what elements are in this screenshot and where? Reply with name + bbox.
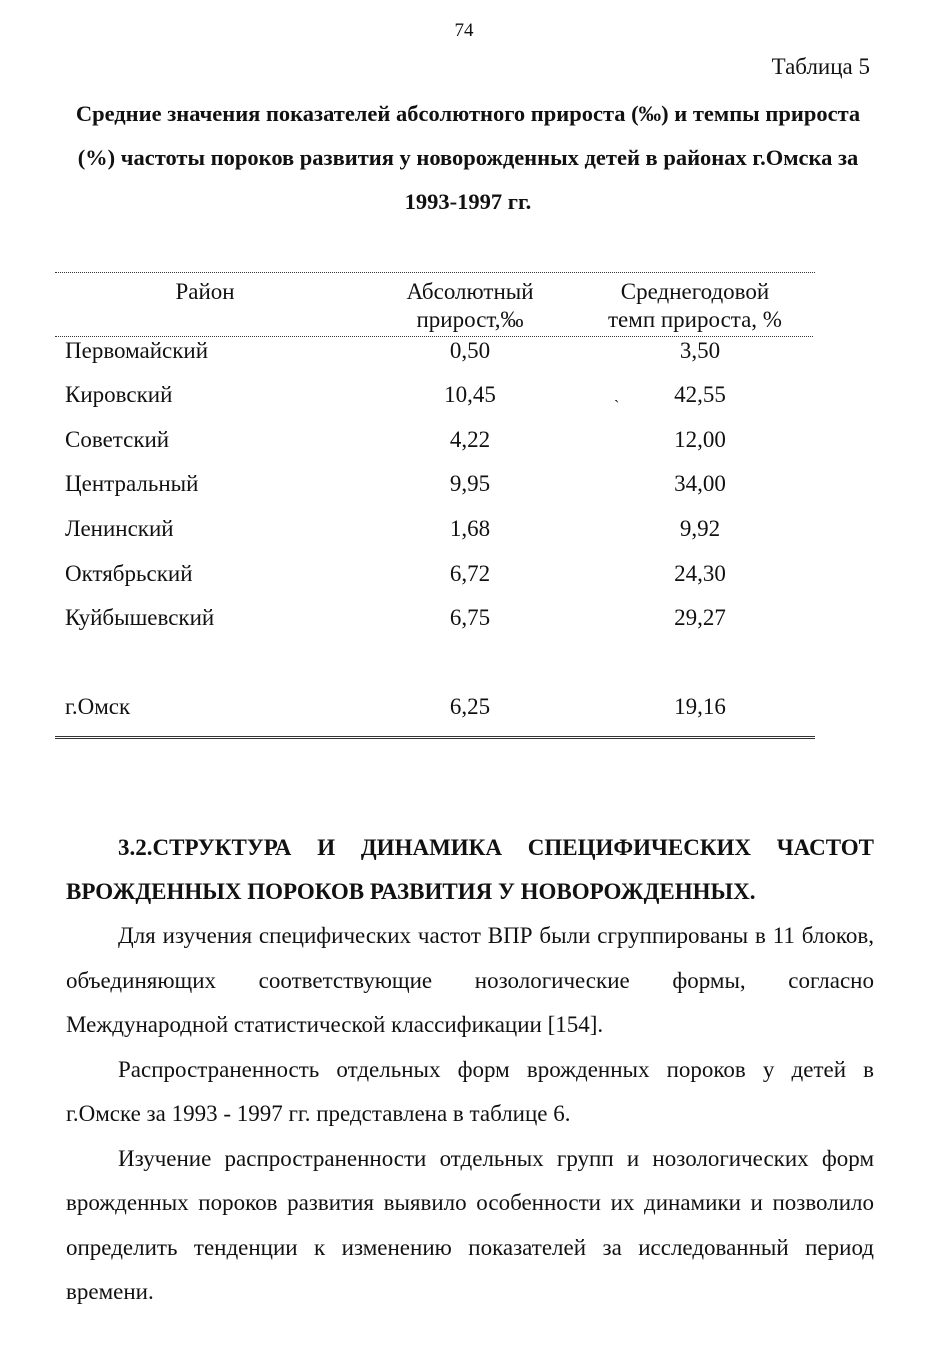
district-cell: Ленинский	[65, 516, 174, 541]
table-label: Таблица 5	[771, 54, 870, 79]
table-top-rule	[55, 272, 815, 273]
district-cell: Первомайский	[65, 338, 208, 363]
column-header-absolute-growth	[380, 278, 560, 334]
absolute-growth-cell: 6,25	[449, 694, 491, 719]
table-title: Средние значения показателей абсолютного прироста (‰) и темпы прироста (%) частоты пороков развития у новорожденных детей в районах г.Омска за 1993-1997 гг.	[75, 101, 861, 214]
absolute-growth-cell: 10,45	[444, 382, 496, 407]
district-cell: Октябрьский	[65, 561, 193, 586]
page-number: 74	[454, 20, 474, 41]
table-row	[55, 471, 815, 501]
absolute-growth-cell: 6,72	[449, 561, 491, 586]
absolute-growth-cell: 6,75	[449, 605, 491, 630]
district-cell: Кировский	[65, 382, 173, 407]
table-row	[55, 516, 815, 546]
table-row	[55, 382, 815, 412]
absolute-growth-cell: 1,68	[449, 516, 491, 541]
paragraph: Изучение распространенности отдельных групп и нозологических форм врожденных пороков развития выявило особенности их динамики и позволило определить тенденции к изменению показателей за исследованный период времени.	[66, 1145, 874, 1304]
table-row	[55, 338, 815, 368]
section-heading	[66, 826, 874, 914]
body-text	[66, 914, 874, 1315]
table-row-total	[55, 694, 815, 724]
table-row	[55, 427, 815, 457]
district-cell: Советский	[65, 427, 170, 452]
growth-rate-cell: 29,27	[674, 605, 726, 630]
table-bottom-rule	[55, 736, 815, 739]
column-header-rate-line2: темп прироста, %	[608, 307, 782, 332]
paragraph: Распространенность отдельных форм врожденных пороков у детей в г.Омске за 1993 - 1997 гг. представлена в таблице 6.	[66, 1056, 874, 1126]
section-heading-line2: ВРОЖДЕННЫХ ПОРОКОВ РАЗВИТИЯ У НОВОРОЖДЕННЫХ.	[66, 879, 756, 904]
district-cell: г.Омск	[65, 694, 131, 719]
column-header-rate-line1: Среднегодовой	[620, 279, 770, 304]
table-row	[55, 605, 815, 635]
absolute-growth-cell: 9,95	[449, 471, 491, 496]
growth-rate-cell: 19,16	[674, 694, 726, 719]
column-header-growth-rate	[595, 278, 795, 334]
district-cell: Центральный	[65, 471, 199, 496]
growth-rate-cell: 12,00	[674, 427, 726, 452]
growth-rate-cell: 3,50	[679, 338, 721, 363]
column-header-absolute-line1: Абсолютный	[406, 279, 534, 304]
growth-rate-cell: 24,30	[674, 561, 726, 586]
district-cell: Куйбышевский	[65, 605, 215, 630]
column-header-absolute-line2: прирост,‰	[416, 307, 524, 332]
growth-rate-cell: 34,00	[674, 471, 726, 496]
section-heading-line1: 3.2.СТРУКТУРА И ДИНАМИКА СПЕЦИФИЧЕСКИХ ЧАСТОТ	[118, 835, 874, 860]
absolute-growth-cell: 0,50	[449, 338, 491, 363]
paragraph: Для изучения специфических частот ВПР были сгруппированы в 11 блоков, объединяющих соответствующие нозологические формы, согласно Международной статистической классификации [154].	[66, 923, 874, 1037]
growth-rate-cell: 42,55	[674, 382, 726, 407]
absolute-growth-cell: 4,22	[449, 427, 491, 452]
table-row	[55, 561, 815, 591]
column-header-district: Район	[175, 279, 235, 304]
table-header-rule	[55, 336, 813, 337]
scan-speck: ˏ	[614, 386, 620, 403]
growth-rate-cell: 9,92	[679, 516, 721, 541]
